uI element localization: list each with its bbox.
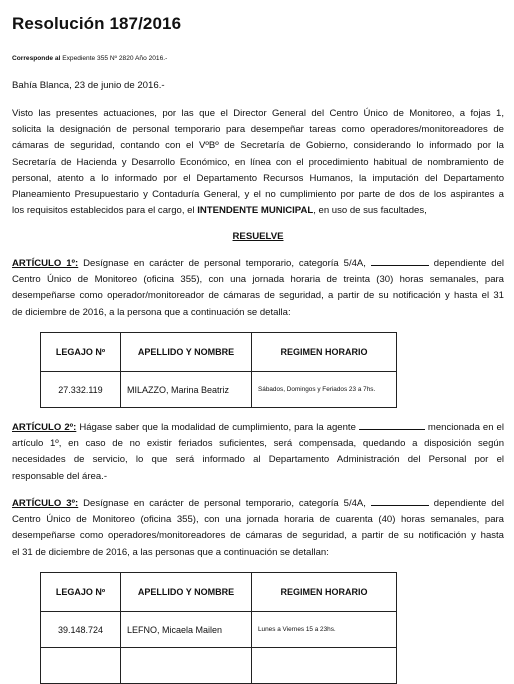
art2-line bbox=[12, 420, 504, 436]
cell-nombre: LEFNO, Micaela Mailen bbox=[121, 612, 252, 648]
art1-text-end: dependiente del bbox=[433, 258, 504, 269]
visto-last-line bbox=[12, 203, 504, 219]
art2-text-end: mencionada en el bbox=[427, 422, 504, 433]
blank-line bbox=[371, 257, 429, 266]
visto-line: Visto las presentes actuaciones, por las que el Director General del Centro Único de Monitoreo, a fojas 1, bbox=[12, 108, 504, 119]
art1-line: Centro Único de Monitoreo (oficina 355), con una jornada horaria de treinta (30) horas semanales, para bbox=[12, 274, 504, 286]
art3-label: ARTÍCULO 3º: bbox=[12, 498, 79, 509]
art1-line: de diciembre de 2016, a la persona que a continuación se detalla: bbox=[12, 306, 291, 318]
art3-line: desempeñarse como operadores/monitoreadores de cámaras de seguridad, a partir de su notificación y hasta bbox=[12, 530, 504, 542]
art1-text: Desígnase en carácter de personal temporario, categoría 5/4A, bbox=[83, 258, 366, 269]
art3-line: Centro Único de Monitoreo (oficina 355), con una jornada horaria de cuarenta (40) horas semanales, para bbox=[12, 514, 504, 526]
art2-text: Hágase saber que la modalidad de cumplimiento, para la agente bbox=[79, 422, 356, 433]
header-legajo: LEGAJO Nº bbox=[41, 573, 121, 612]
art1-label: ARTÍCULO 1º: bbox=[12, 258, 79, 269]
art1-line: desempeñarse como operador/monitoreador de cámaras de seguridad, a partir de su notificación y hasta el 31 bbox=[12, 290, 504, 302]
art3-text-end: dependiente del bbox=[433, 498, 504, 509]
header-horario: REGIMEN HORARIO bbox=[252, 573, 397, 612]
header-horario: REGIMEN HORARIO bbox=[252, 333, 397, 372]
resuelve-heading: RESUELVE bbox=[232, 231, 284, 242]
cell-horario: Sábados, Domingos y Feriados 23 a 7hs. bbox=[252, 372, 397, 408]
art3-line: el 31 de diciembre de 2016, a las personas que a continuación se detallan: bbox=[12, 546, 329, 558]
table-row bbox=[41, 372, 397, 408]
expediente-reference bbox=[12, 55, 167, 62]
blank-line bbox=[371, 497, 429, 506]
visto-line: Secretaría de Hacienda y Desarrollo Económico, en línea con el procedimiento habitual de nombramiento de bbox=[12, 156, 504, 168]
personal-table-1 bbox=[40, 332, 397, 408]
document-date: Bahía Blanca, 23 de junio de 2016.- bbox=[12, 80, 165, 91]
articulo-2 bbox=[12, 420, 504, 485]
art2-line: necesidades de servicio, lo que será informado al Departamento Administración del Personal por el bbox=[12, 454, 504, 466]
visto-line: solicita la designación de personal temporario para desempeñar tareas como operadores/monitoreadores de bbox=[12, 124, 504, 136]
page-title: Resolución 187/2016 bbox=[12, 14, 182, 33]
expediente-number: Expediente 355 Nº 2820 Año 2016.- bbox=[62, 55, 168, 62]
art3-text: Desígnase en carácter de personal temporario, categoría 5/4A, bbox=[83, 498, 366, 509]
art3-line bbox=[12, 496, 504, 512]
intendente-label: INTENDENTE MUNICIPAL bbox=[197, 205, 314, 217]
visto-last-tail: , en uso de sus facultades, bbox=[313, 205, 427, 217]
visto-paragraph bbox=[12, 106, 504, 219]
art2-line: artículo 1º, en caso de no existir feriados suficientes, será compensada, quedando a disposición según bbox=[12, 438, 504, 450]
expediente-label: Corresponde al bbox=[12, 55, 61, 62]
cell-legajo: 27.332.119 bbox=[41, 372, 121, 408]
art1-line bbox=[12, 256, 504, 272]
articulo-1 bbox=[12, 256, 504, 321]
articulo-3 bbox=[12, 496, 504, 561]
personal-table-2 bbox=[40, 572, 397, 684]
cell-legajo: 39.148.724 bbox=[41, 612, 121, 648]
visto-line: Planeamiento Presupuestario y Contaduría General, y el no cumplimiento por parte de dos de los aspirantes a bbox=[12, 188, 504, 200]
blank-line bbox=[359, 421, 425, 430]
header-legajo: LEGAJO Nº bbox=[41, 333, 121, 372]
art2-label: ARTÍCULO 2º: bbox=[12, 422, 77, 433]
header-nombre: APELLIDO Y NOMBRE bbox=[121, 573, 252, 612]
table-header-row bbox=[41, 333, 397, 372]
visto-last-text: los requisitos establecidos para el cargo, el bbox=[12, 205, 195, 217]
table-row bbox=[41, 612, 397, 648]
cell-nombre: MILAZZO, Marina Beatriz bbox=[121, 372, 252, 408]
cell-horario: Lunes a Viernes 15 a 23hs. bbox=[252, 612, 397, 648]
header-nombre: APELLIDO Y NOMBRE bbox=[121, 333, 252, 372]
visto-line: cámaras de seguridad, contando con el VºBº de Secretaría de Gobierno, considerando lo informado por la bbox=[12, 140, 504, 152]
table-header-row bbox=[41, 573, 397, 612]
visto-line: personal, atento a lo informado por el Departamento Recursos Humanos, la imputación del Departamento bbox=[12, 172, 504, 184]
art2-line: responsable del área.- bbox=[12, 470, 107, 482]
